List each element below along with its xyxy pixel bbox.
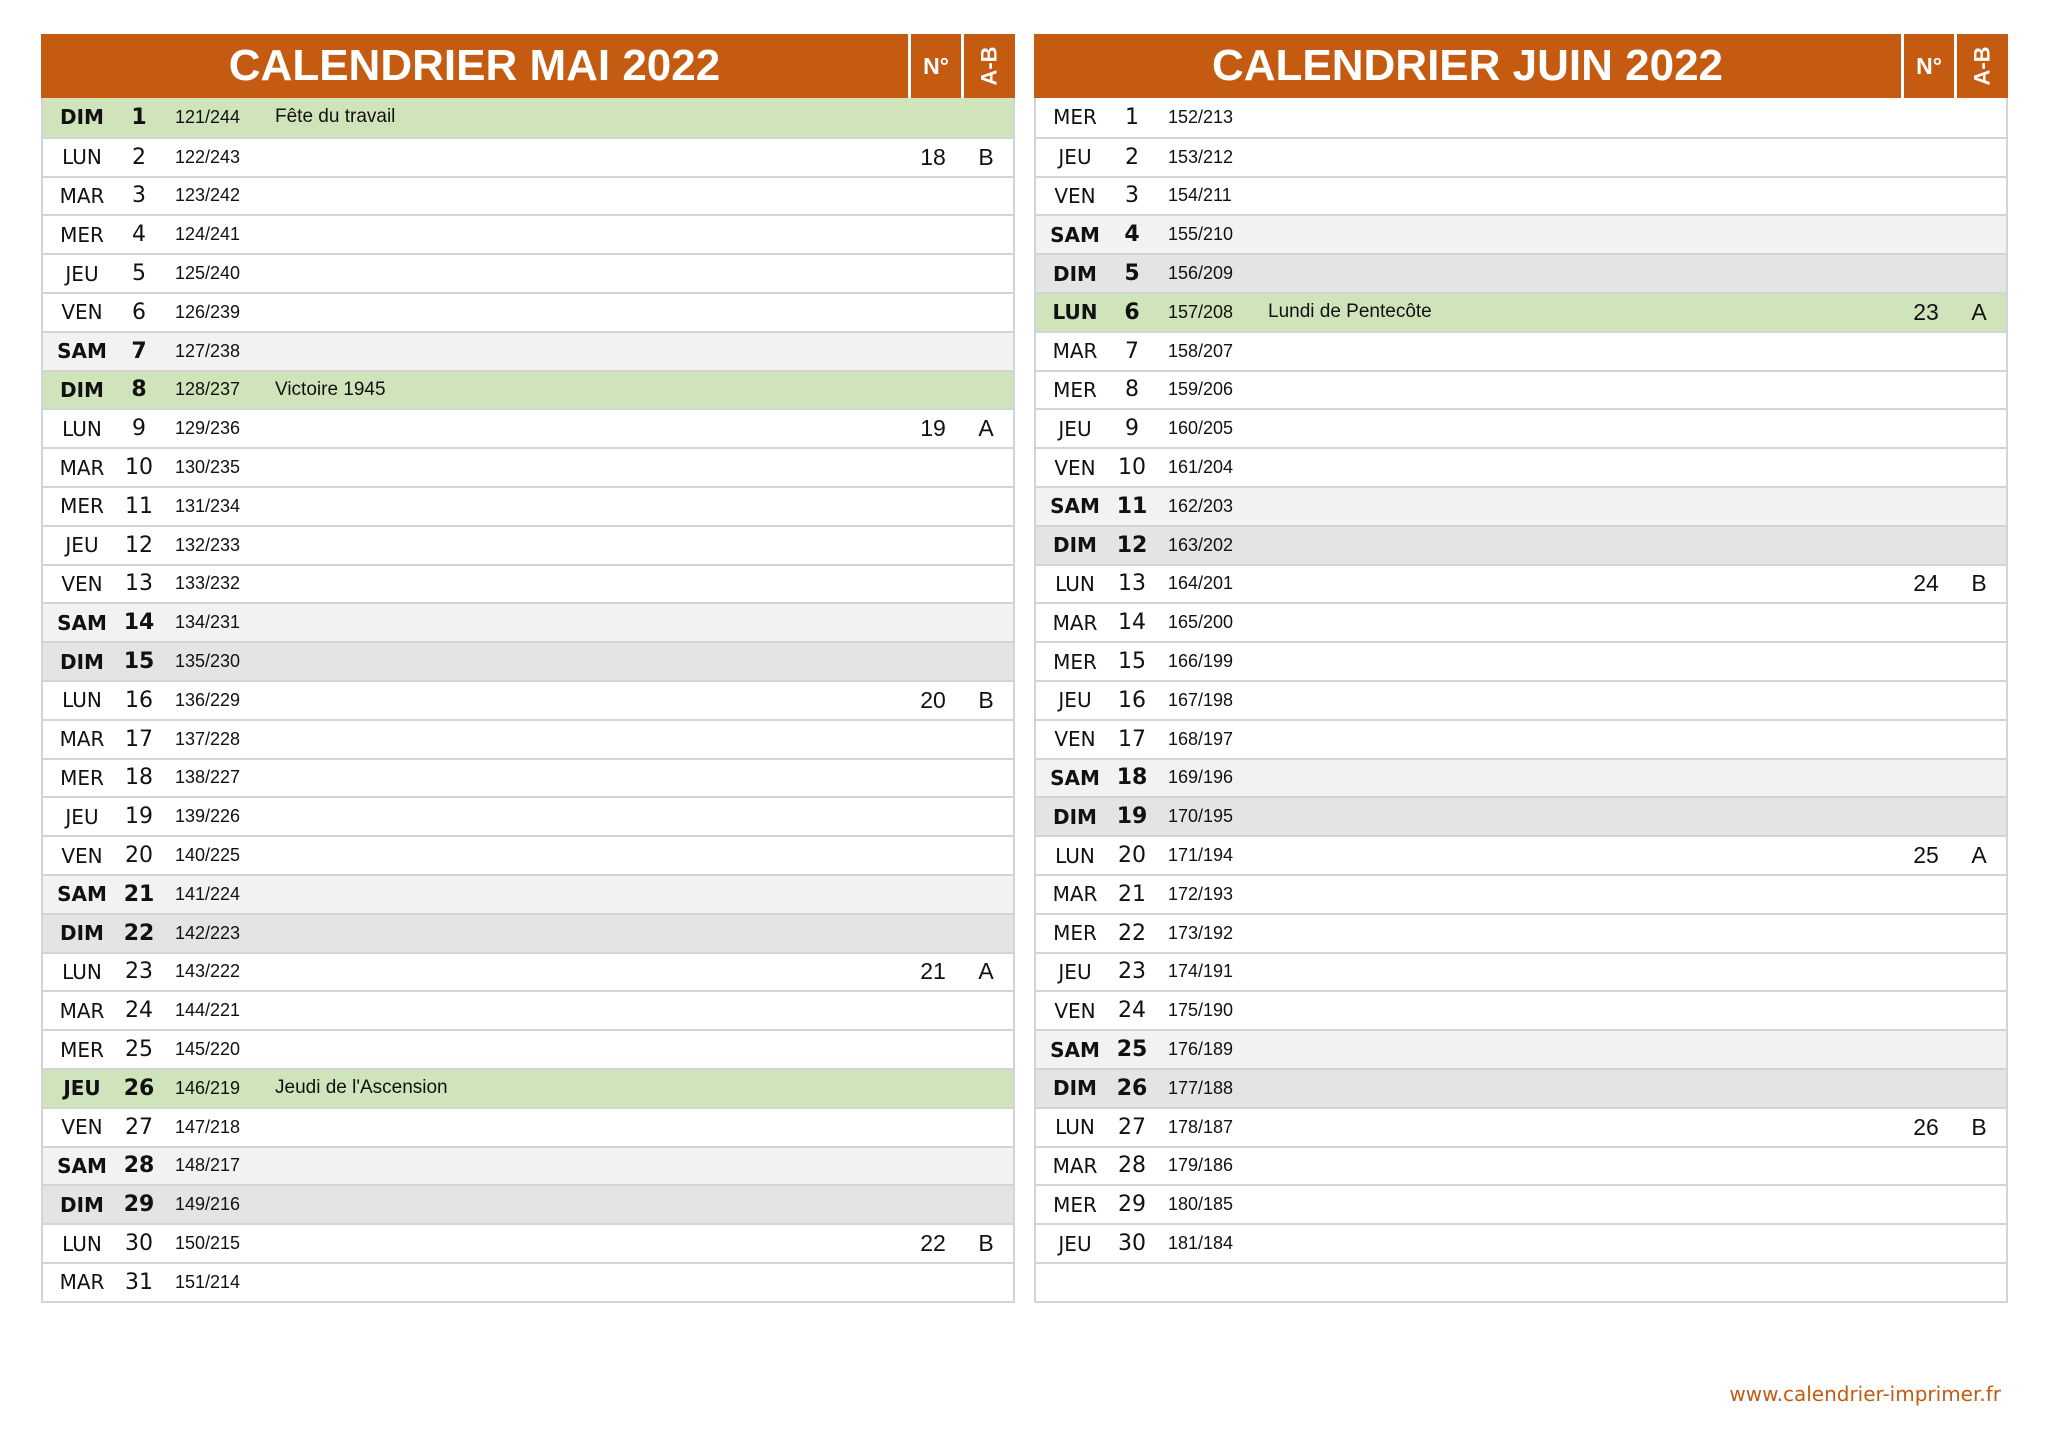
day-number: 5 — [1124, 261, 1140, 287]
day-of-year: 161/204 — [1168, 457, 1234, 478]
day-of-year: 173/192 — [1168, 922, 1234, 943]
day-number: 27 — [1118, 1114, 1146, 1140]
day-row — [43, 641, 1013, 680]
day-row — [43, 253, 1013, 292]
day-name: DIM — [60, 1192, 104, 1217]
day-number: 20 — [1118, 843, 1146, 869]
day-number: 23 — [1118, 959, 1146, 985]
day-name: DIM — [1053, 804, 1097, 829]
day-row — [43, 835, 1013, 874]
day-row — [43, 1107, 1013, 1146]
day-of-year: 160/205 — [1168, 418, 1234, 439]
day-number: 3 — [132, 183, 146, 209]
day-row — [1036, 719, 2006, 758]
day-of-year: 164/201 — [1168, 573, 1234, 594]
day-name: SAM — [57, 339, 107, 364]
day-name: JEU — [63, 1076, 101, 1101]
day-name: MER — [60, 1037, 104, 1062]
week-ab: B — [978, 143, 994, 170]
day-number: 3 — [1125, 183, 1139, 209]
day-name: SAM — [1050, 765, 1100, 790]
day-of-year: 125/240 — [175, 263, 241, 284]
day-of-year: 167/198 — [1168, 689, 1234, 710]
day-row — [1036, 408, 2006, 447]
day-name: LUN — [1052, 300, 1098, 325]
day-of-year: 157/208 — [1168, 301, 1234, 322]
day-row — [1036, 835, 2006, 874]
day-name: MER — [1053, 649, 1097, 674]
week-ab: A — [1971, 842, 1987, 869]
calendar-title: CALENDRIER MAI 2022 — [228, 41, 721, 90]
day-number: 12 — [1116, 532, 1148, 558]
day-name: DIM — [1053, 533, 1097, 558]
day-row — [43, 913, 1013, 952]
day-number: 28 — [1118, 1153, 1146, 1179]
day-of-year: 158/207 — [1168, 340, 1234, 361]
day-of-year: 166/199 — [1168, 651, 1234, 672]
day-of-year: 180/185 — [1168, 1194, 1234, 1215]
day-name: VEN — [61, 571, 103, 596]
day-number: 7 — [1125, 338, 1139, 364]
day-number: 8 — [131, 377, 147, 403]
day-name: MER — [1053, 377, 1097, 402]
day-row — [1036, 447, 2006, 486]
day-name: SAM — [57, 882, 107, 907]
day-row — [1036, 331, 2006, 370]
day-of-year: 146/219 — [175, 1077, 241, 1098]
day-number: 2 — [132, 144, 146, 170]
week-ab: B — [1971, 1113, 1987, 1140]
day-number: 22 — [1118, 920, 1146, 946]
day-row — [43, 602, 1013, 641]
day-number: 19 — [125, 804, 153, 830]
day-name: MER — [60, 494, 104, 519]
day-of-year: 127/238 — [175, 340, 241, 361]
day-of-year: 177/188 — [1168, 1077, 1234, 1098]
day-name: MAR — [1052, 1153, 1098, 1178]
day-name: MAR — [59, 183, 105, 208]
calendar-header — [41, 34, 1015, 98]
day-row — [1036, 680, 2006, 719]
day-number: 23 — [125, 959, 153, 985]
column-week-number-header: N° — [1901, 34, 1954, 98]
day-name: SAM — [1050, 1037, 1100, 1062]
day-name: MAR — [1052, 882, 1098, 907]
day-number: 17 — [1118, 726, 1146, 752]
day-row — [1036, 292, 2006, 331]
day-row — [43, 525, 1013, 564]
day-row — [43, 292, 1013, 331]
day-row — [43, 214, 1013, 253]
calendar-june — [1034, 34, 2008, 1303]
day-row — [1036, 758, 2006, 797]
day-number: 18 — [1116, 765, 1148, 791]
day-row — [1036, 176, 2006, 215]
day-number: 4 — [132, 222, 146, 248]
day-number: 14 — [123, 610, 155, 636]
day-number: 29 — [123, 1192, 155, 1218]
day-row — [43, 331, 1013, 370]
day-of-year: 163/202 — [1168, 534, 1234, 555]
day-number: 12 — [125, 532, 153, 558]
day-name: JEU — [65, 261, 99, 286]
day-number: 26 — [123, 1075, 155, 1101]
day-row — [43, 176, 1013, 215]
week-number: 18 — [920, 143, 946, 170]
day-row — [1036, 253, 2006, 292]
day-name: JEU — [1058, 145, 1092, 170]
calendar-may — [41, 34, 1015, 1303]
day-of-year: 132/233 — [175, 534, 241, 555]
day-name: DIM — [60, 921, 104, 946]
day-row — [43, 990, 1013, 1029]
day-of-year: 159/206 — [1168, 379, 1234, 400]
day-number: 21 — [123, 881, 155, 907]
day-of-year: 121/244 — [175, 106, 241, 127]
calendar-header — [1034, 34, 2008, 98]
day-name: VEN — [61, 1115, 103, 1140]
day-row — [43, 1068, 1013, 1107]
day-row — [43, 1223, 1013, 1262]
day-number: 5 — [132, 261, 146, 287]
day-number: 27 — [125, 1114, 153, 1140]
day-number: 30 — [1118, 1231, 1146, 1256]
day-number: 16 — [125, 687, 153, 713]
day-rows — [1034, 98, 2008, 1303]
day-of-year: 124/241 — [175, 224, 241, 245]
column-week-ab-label: A-B — [1969, 46, 1995, 86]
week-number: 21 — [920, 958, 946, 985]
day-name: LUN — [1055, 843, 1095, 868]
day-name: MAR — [1052, 610, 1098, 635]
week-ab: A — [978, 958, 994, 985]
day-number: 26 — [1116, 1075, 1148, 1101]
event-label: Victoire 1945 — [275, 378, 386, 400]
week-ab: A — [1971, 298, 1987, 325]
day-number: 1 — [131, 104, 147, 130]
day-number: 1 — [1125, 104, 1139, 130]
day-row — [1036, 98, 2006, 137]
day-name: JEU — [1058, 1231, 1092, 1256]
day-row — [43, 1029, 1013, 1068]
day-name: DIM — [1053, 261, 1097, 286]
day-number: 25 — [1116, 1037, 1148, 1063]
day-of-year: 153/212 — [1168, 146, 1234, 167]
day-name: JEU — [65, 533, 99, 558]
day-of-year: 145/220 — [175, 1039, 241, 1060]
day-row — [1036, 796, 2006, 835]
day-number: 8 — [1125, 377, 1139, 403]
event-label: Fête du travail — [275, 106, 396, 128]
day-row — [43, 564, 1013, 603]
day-row — [43, 719, 1013, 758]
day-number: 2 — [1125, 144, 1139, 170]
day-name: JEU — [65, 804, 99, 829]
day-number: 22 — [123, 920, 155, 946]
day-name: VEN — [1054, 183, 1096, 208]
day-number: 7 — [131, 338, 147, 364]
footer-website-link[interactable]: www.calendrier-imprimer.fr — [1729, 1382, 2001, 1406]
day-of-year: 142/223 — [175, 922, 241, 943]
calendar-title: CALENDRIER JUIN 2022 — [1211, 41, 1724, 90]
day-name: LUN — [62, 1231, 102, 1256]
day-row — [1036, 952, 2006, 991]
day-row — [43, 1262, 1013, 1301]
day-number: 14 — [1118, 610, 1146, 636]
day-of-year: 137/228 — [175, 728, 241, 749]
week-number: 26 — [1913, 1113, 1939, 1140]
day-row — [43, 1146, 1013, 1185]
day-number: 6 — [132, 299, 146, 325]
day-of-year: 131/234 — [175, 495, 241, 516]
week-ab: B — [978, 686, 994, 713]
day-name: SAM — [57, 1153, 107, 1178]
day-of-year: 139/226 — [175, 806, 241, 827]
day-of-year: 150/215 — [175, 1233, 241, 1253]
day-name: VEN — [61, 300, 103, 325]
day-of-year: 156/209 — [1168, 263, 1234, 284]
day-row — [1036, 913, 2006, 952]
day-name: SAM — [57, 610, 107, 635]
day-row — [43, 447, 1013, 486]
day-rows — [41, 98, 1015, 1303]
week-number: 24 — [1913, 570, 1939, 597]
day-name: JEU — [1058, 959, 1092, 984]
day-row — [43, 874, 1013, 913]
day-name: VEN — [1054, 727, 1096, 752]
day-of-year: 162/203 — [1168, 495, 1234, 516]
day-row — [1036, 874, 2006, 913]
day-of-year: 144/221 — [175, 1000, 241, 1021]
day-number: 18 — [125, 765, 153, 791]
day-number: 28 — [123, 1153, 155, 1179]
day-row — [1036, 525, 2006, 564]
day-of-year: 138/227 — [175, 767, 241, 788]
day-name: LUN — [1055, 1115, 1095, 1140]
day-of-year: 151/214 — [175, 1271, 241, 1292]
day-number: 29 — [1118, 1192, 1146, 1218]
day-of-year: 141/224 — [175, 883, 241, 904]
day-number: 16 — [1118, 687, 1146, 713]
day-row — [43, 137, 1013, 176]
day-row — [1036, 1107, 2006, 1146]
day-of-year: 140/225 — [175, 845, 241, 866]
day-row — [1036, 641, 2006, 680]
day-number: 21 — [1118, 881, 1146, 907]
day-number: 15 — [1118, 649, 1146, 675]
day-of-year: 123/242 — [175, 185, 241, 206]
day-number: 10 — [1118, 455, 1146, 481]
column-week-ab-header — [1954, 34, 2008, 98]
day-of-year: 172/193 — [1168, 883, 1234, 904]
day-name: VEN — [1054, 998, 1096, 1023]
week-number: 19 — [920, 415, 946, 442]
day-name: DIM — [60, 377, 104, 402]
day-number: 9 — [1125, 416, 1139, 442]
day-number: 17 — [125, 726, 153, 752]
day-row — [43, 952, 1013, 991]
day-name: LUN — [62, 959, 102, 984]
day-row — [1036, 1184, 2006, 1223]
day-of-year: 143/222 — [175, 961, 241, 982]
day-number: 19 — [1116, 804, 1148, 830]
day-name: JEU — [1058, 416, 1092, 441]
event-label: Jeudi de l'Ascension — [275, 1077, 448, 1099]
day-name: MAR — [59, 1270, 105, 1295]
day-of-year: 135/230 — [175, 651, 241, 672]
day-of-year: 134/231 — [175, 612, 241, 633]
day-row — [43, 486, 1013, 525]
day-number: 9 — [132, 416, 146, 442]
day-name: VEN — [61, 843, 103, 868]
day-row — [43, 758, 1013, 797]
day-row — [1036, 214, 2006, 253]
day-of-year: 122/243 — [175, 146, 241, 167]
week-number: 23 — [1913, 298, 1939, 325]
week-number: 25 — [1913, 842, 1939, 869]
day-name: DIM — [60, 649, 104, 674]
week-ab: B — [1971, 570, 1987, 597]
day-number: 13 — [1118, 571, 1146, 597]
day-number: 13 — [125, 571, 153, 597]
day-of-year: 126/239 — [175, 301, 241, 322]
day-of-year: 171/194 — [1168, 845, 1234, 866]
day-row — [1036, 1029, 2006, 1068]
day-name: LUN — [1055, 571, 1095, 596]
day-name: VEN — [1054, 455, 1096, 480]
day-number: 24 — [1118, 998, 1146, 1024]
day-name: SAM — [1050, 222, 1100, 247]
day-of-year: 181/184 — [1168, 1233, 1234, 1253]
day-row — [43, 370, 1013, 409]
day-of-year: 130/235 — [175, 457, 241, 478]
day-name: MAR — [59, 727, 105, 752]
column-week-number-header: N° — [908, 34, 961, 98]
day-of-year: 149/216 — [175, 1194, 241, 1215]
day-of-year: 165/200 — [1168, 612, 1234, 633]
week-number: 22 — [920, 1230, 946, 1256]
day-number: 31 — [125, 1269, 153, 1295]
day-row — [1036, 1068, 2006, 1107]
day-name: JEU — [1058, 688, 1092, 713]
day-of-year: 152/213 — [1168, 106, 1234, 127]
day-of-year: 129/236 — [175, 418, 241, 439]
day-name: MER — [1053, 105, 1097, 130]
day-row — [1036, 602, 2006, 641]
day-row — [43, 408, 1013, 447]
day-name: LUN — [62, 688, 102, 713]
day-name: MER — [1053, 921, 1097, 946]
week-number: 20 — [920, 686, 946, 713]
day-name: DIM — [1053, 1076, 1097, 1101]
day-name: LUN — [62, 145, 102, 170]
day-number: 25 — [125, 1037, 153, 1063]
day-of-year: 170/195 — [1168, 806, 1234, 827]
day-row — [43, 796, 1013, 835]
day-row — [43, 98, 1013, 137]
day-name: MER — [60, 222, 104, 247]
day-of-year: 128/237 — [175, 379, 241, 400]
day-of-year: 155/210 — [1168, 224, 1234, 245]
day-row — [43, 680, 1013, 719]
day-of-year: 175/190 — [1168, 1000, 1234, 1021]
day-row — [43, 1184, 1013, 1223]
day-of-year: 174/191 — [1168, 961, 1234, 982]
day-of-year: 136/229 — [175, 689, 241, 710]
day-of-year: 169/196 — [1168, 767, 1234, 788]
day-name: SAM — [1050, 494, 1100, 519]
day-of-year: 178/187 — [1168, 1116, 1234, 1137]
day-row — [1036, 486, 2006, 525]
column-week-ab-header — [961, 34, 1015, 98]
day-of-year: 133/232 — [175, 573, 241, 594]
day-row — [1036, 990, 2006, 1029]
day-of-year: 147/218 — [175, 1116, 241, 1137]
event-label: Lundi de Pentecôte — [1268, 301, 1432, 323]
day-name: MER — [60, 765, 104, 790]
day-of-year: 176/189 — [1168, 1039, 1234, 1060]
day-of-year: 168/197 — [1168, 728, 1234, 749]
day-name: MAR — [1052, 339, 1098, 364]
column-week-ab-label: A-B — [976, 46, 1002, 86]
day-of-year: 179/186 — [1168, 1155, 1234, 1176]
day-name: LUN — [62, 416, 102, 441]
day-name: MER — [1053, 1192, 1097, 1217]
day-of-year: 154/211 — [1168, 185, 1232, 206]
day-of-year: 148/217 — [175, 1155, 241, 1176]
day-number: 6 — [1124, 299, 1140, 325]
day-row — [1036, 137, 2006, 176]
day-number: 11 — [1116, 493, 1148, 519]
day-row — [1036, 1223, 2006, 1262]
day-row — [1036, 1146, 2006, 1185]
day-row — [1036, 564, 2006, 603]
week-ab: A — [978, 415, 994, 442]
day-number: 24 — [125, 998, 153, 1024]
day-name: DIM — [60, 105, 104, 130]
day-row — [1036, 1262, 2006, 1301]
week-ab: B — [978, 1230, 994, 1256]
day-number: 30 — [125, 1231, 153, 1256]
day-number: 11 — [125, 493, 153, 519]
day-number: 20 — [125, 843, 153, 869]
day-name: MAR — [59, 455, 105, 480]
day-number: 10 — [125, 455, 153, 481]
day-number: 4 — [1124, 222, 1140, 248]
day-number: 15 — [123, 649, 155, 675]
day-row — [1036, 370, 2006, 409]
day-name: MAR — [59, 998, 105, 1023]
